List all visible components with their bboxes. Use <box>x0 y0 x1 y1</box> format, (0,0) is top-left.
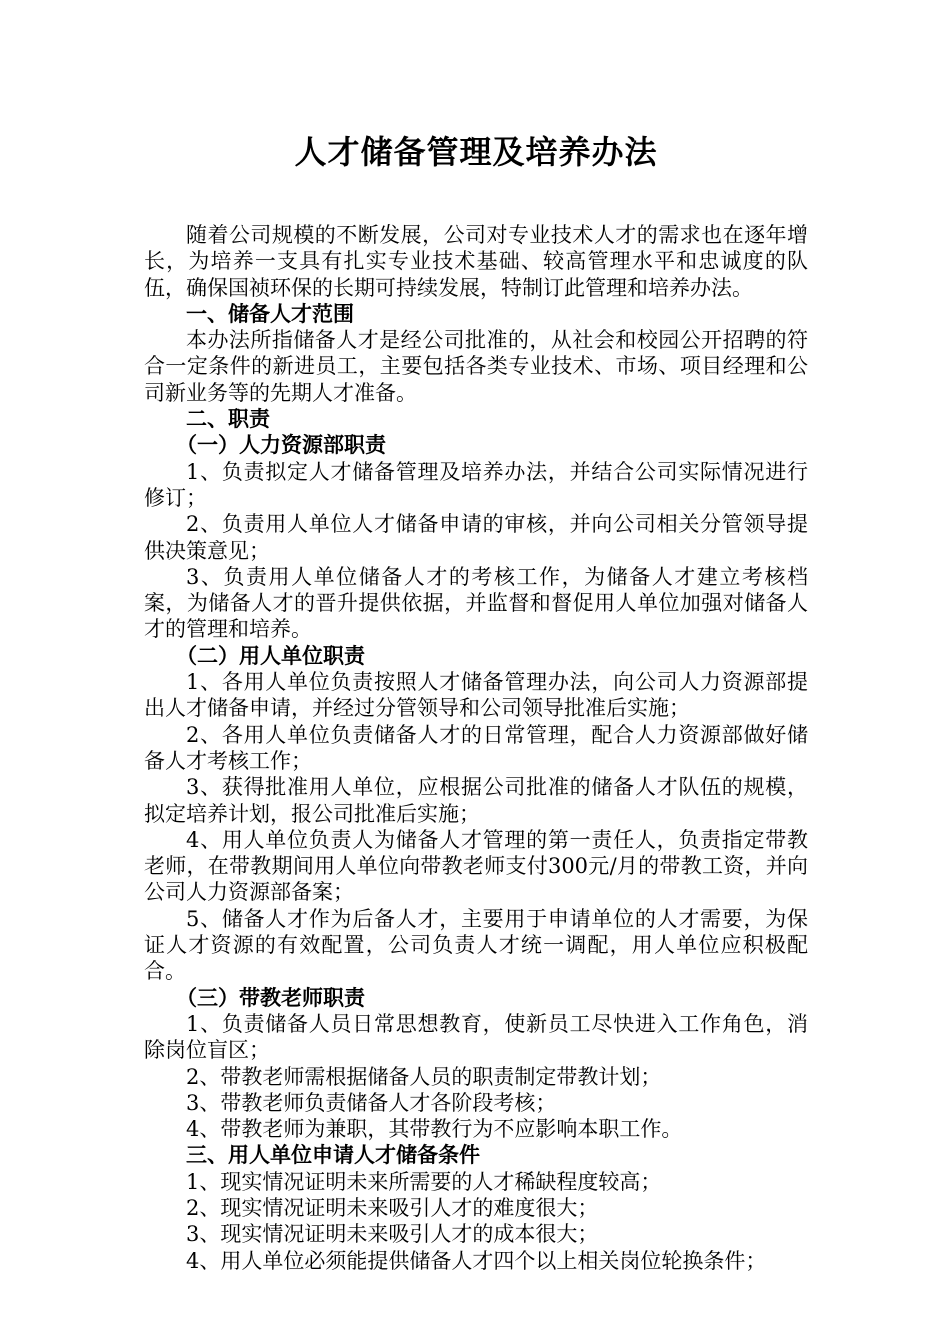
list-item: 2、现实情况证明未来吸引人才的难度很大； <box>186 1195 599 1220</box>
list-item: 5、储备人才作为后备人才，主要用于申请单位的人才需要，为保证人才资源的有效配置，公司负责人才统一调配，用人单位应积极配合。 <box>144 906 808 984</box>
list-item: 3、负责用人单位储备人才的考核工作，为储备人才建立考核档案，为储备人才的晋升提供依据，并监督和督促用人单位加强对储备人才的管理和培养。 <box>144 564 808 642</box>
section-heading-conditions: 三、用人单位申请人才储备条件 <box>186 1142 480 1168</box>
list-item: 2、负责用人单位人才储备申请的审核，并向公司相关分管领导提供决策意见； <box>144 512 808 563</box>
section-heading-scope: 一、储备人才范围 <box>186 300 354 326</box>
list-item: 1、负责储备人员日常思想教育，使新员工尽快进入工作角色，消除岗位盲区； <box>144 1011 808 1063</box>
list-item: 1、现实情况证明未来所需要的人才稀缺程度较高； <box>186 1169 662 1194</box>
subsection-heading-unit: （二）用人单位职责 <box>176 642 365 668</box>
list-item: 1、各用人单位负责按照人才储备管理办法，向公司人力资源部提出人才储备申请，并经过分管领导和公司领导批准后实施； <box>144 670 808 721</box>
list-item: 3、获得批准用人单位，应根据公司批准的储备人才队伍的规模，拟定培养计划，报公司批准后实施； <box>144 775 808 826</box>
list-item: 4、用人单位负责人为储备人才管理的第一责任人，负责指定带教老师，在带教期间用人单位向带教老师支付300元/月的带教工资，并向公司人力资源部备案； <box>144 827 808 905</box>
subsection-heading-mentor: （三）带教老师职责 <box>176 984 365 1010</box>
scope-paragraph: 本办法所指储备人才是经公司批准的，从社会和校园公开招聘的符合一定条件的新进员工，主要包括各类专业技术、市场、项目经理和公司新业务等的先期人才准备。 <box>144 328 808 405</box>
list-item: 2、各用人单位负责储备人才的日常管理，配合人力资源部做好储备人才考核工作； <box>144 722 808 773</box>
document-body <box>144 222 808 1274</box>
list-item: 3、带教老师负责储备人才各阶段考核； <box>186 1090 557 1115</box>
list-item: 4、用人单位必须能提供储备人才四个以上相关岗位轮换条件； <box>186 1248 767 1273</box>
list-item: 2、带教老师需根据储备人员的职责制定带教计划； <box>186 1064 662 1089</box>
document-title: 人才储备管理及培养办法 <box>294 133 658 171</box>
list-item: 4、带教老师为兼职，其带教行为不应影响本职工作。 <box>186 1117 683 1142</box>
section-heading-duties: 二、职责 <box>186 406 270 432</box>
subsection-heading-hr: （一）人力资源部职责 <box>176 432 386 458</box>
intro-paragraph: 随着公司规模的不断发展，公司对专业技术人才的需求也在逐年增长，为培养一支具有扎实专业技术基础、较高管理水平和忠诚度的队伍，确保国祯环保的长期可持续发展，特制订此管理和培养办法。 <box>144 223 808 300</box>
list-item: 1、负责拟定人才储备管理及培养办法，并结合公司实际情况进行修订； <box>144 459 808 510</box>
list-item: 3、现实情况证明未来吸引人才的成本很大； <box>186 1222 599 1247</box>
